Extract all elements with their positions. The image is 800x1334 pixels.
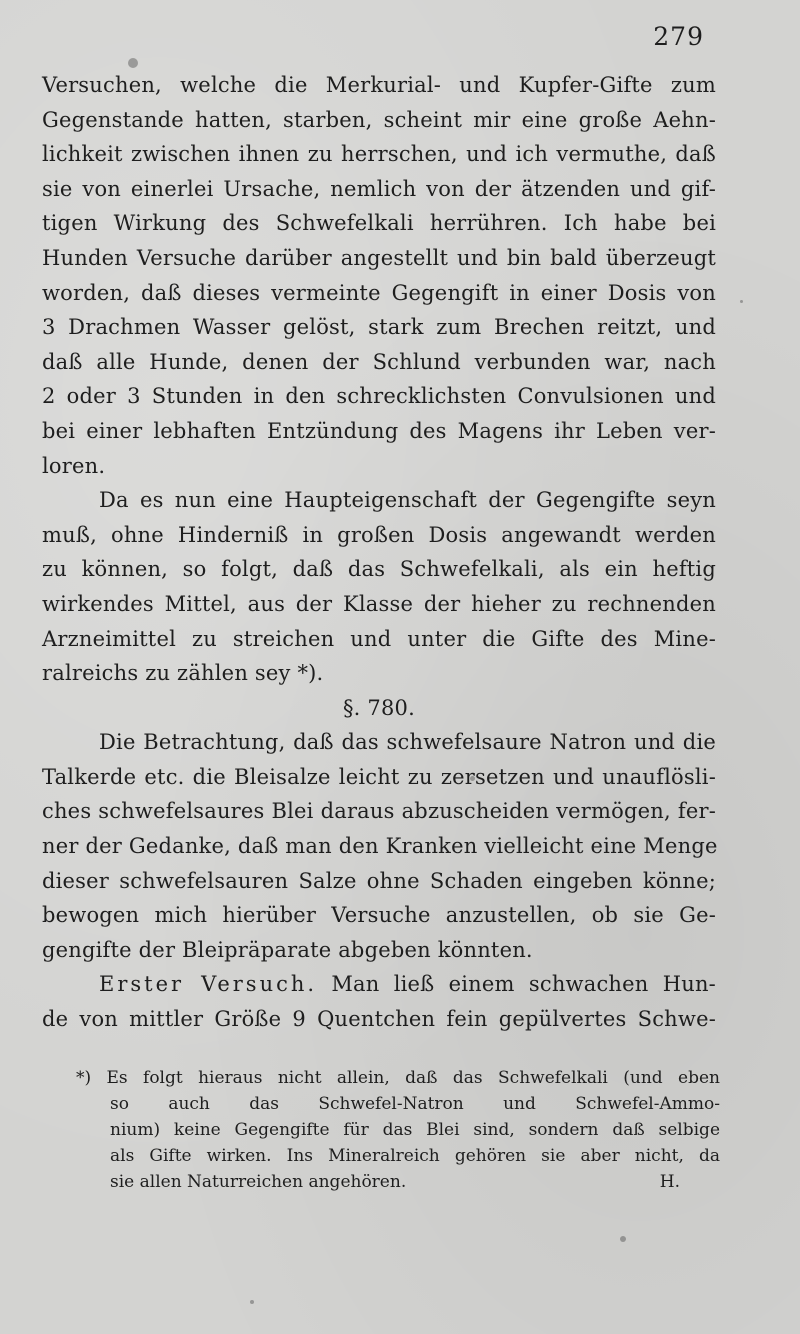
footnote-text: sie allen Naturreichen angehören.: [110, 1172, 407, 1192]
body-text: [42, 68, 716, 1037]
text-span: Man ließ einem schwachen Hun-: [331, 972, 716, 997]
text-line: Da es nun eine Haupteigenschaft der Gegengifte seyn: [99, 488, 716, 513]
footnote: [76, 1065, 720, 1195]
section-heading: §. 780.: [342, 695, 415, 720]
paper-speck: [470, 776, 475, 781]
text-line: tigen Wirkung des Schwefelkali herrühren. Ich habe bei: [42, 211, 716, 236]
paragraph-2: [42, 483, 716, 691]
text-line: Arzneimittel zu streichen und unter die Gifte des Mine-: [42, 626, 716, 651]
footnote-line: nium) keine Gegengifte für das Blei sind, sondern daß selbige: [110, 1120, 720, 1140]
text-line: [42, 967, 716, 1002]
paper-speck: [740, 300, 743, 303]
text-line: 2 oder 3 Stunden in den schrecklichsten Convulsionen und: [42, 384, 716, 409]
text-line: ralreichs zu zählen sey *).: [42, 661, 324, 686]
paper-speck: [620, 1236, 626, 1242]
footnote-line: so auch das Schwefel-Natron und Schwefel-Ammo-: [110, 1094, 720, 1114]
text-line: bewogen mich hierüber Versuche anzustellen, ob sie Ge-: [42, 903, 716, 928]
text-line: Talkerde etc. die Bleisalze leicht zu zersetzen und unauflösli-: [42, 764, 716, 789]
text-line: worden, daß dieses vermeinte Gegengift in einer Dosis von: [42, 280, 716, 305]
text-line: bei einer lebhaften Entzündung des Magens ihr Leben ver-: [42, 418, 716, 443]
text-line: de von mittler Größe 9 Quentchen fein gepülvertes Schwe-: [42, 1007, 716, 1032]
text-line: Versuchen, welche die Merkurial- und Kupfer-Gifte zum: [42, 73, 716, 97]
paragraph-4: [42, 967, 716, 1036]
paper-speck: [250, 1300, 254, 1304]
paper-speck: [128, 58, 138, 68]
text-line: Gegenstande hatten, starben, scheint mir eine große Aehn-: [42, 107, 716, 132]
experiment-lead: Erster Versuch.: [99, 972, 318, 997]
text-line: zu können, so folgt, daß das Schwefelkali, als ein heftig: [42, 557, 716, 582]
text-line: daß alle Hunde, denen der Schlund verbunden war, nach: [42, 349, 716, 374]
text-line: gengifte der Bleipräparate abgeben könnten.: [42, 937, 533, 962]
text-line: 3 Drachmen Wasser gelöst, stark zum Brechen reitzt, und: [42, 315, 716, 340]
text-line: Die Betrachtung, daß das schwefelsaure Natron und die: [99, 730, 716, 755]
text-line: lichkeit zwischen ihnen zu herrschen, und ich vermuthe, daß: [42, 142, 716, 167]
footnote-line: [76, 1169, 720, 1195]
text-line: Hunden Versuche darüber angestellt und bin bald überzeugt: [42, 245, 716, 270]
paragraph-3: [42, 725, 716, 967]
text-line: wirkendes Mittel, aus der Klasse der hieher zu rechnenden: [42, 591, 716, 616]
footnote-line: *) Es folgt hieraus nicht allein, daß das Schwefelkali (und eben: [76, 1068, 720, 1088]
page-number: 279: [653, 22, 704, 51]
footnote-line: als Gifte wirken. Ins Mineralreich gehören sie aber nicht, da: [110, 1146, 720, 1166]
text-line: sie von einerlei Ursache, nemlich von der ätzenden und gif-: [42, 176, 716, 201]
text-line: ner der Gedanke, daß man den Kranken vielleicht eine Menge: [42, 834, 718, 859]
footnote-signature: H.: [659, 1172, 680, 1192]
text-line: muß, ohne Hinderniß in großen Dosis angewandt werden: [42, 522, 716, 547]
paragraph-1: [42, 68, 716, 483]
text-line: ches schwefelsaures Blei daraus abzuscheiden vermögen, fer-: [42, 799, 716, 824]
text-line: dieser schwefelsauren Salze ohne Schaden eingeben könne;: [42, 868, 716, 893]
text-line: loren.: [42, 453, 106, 478]
